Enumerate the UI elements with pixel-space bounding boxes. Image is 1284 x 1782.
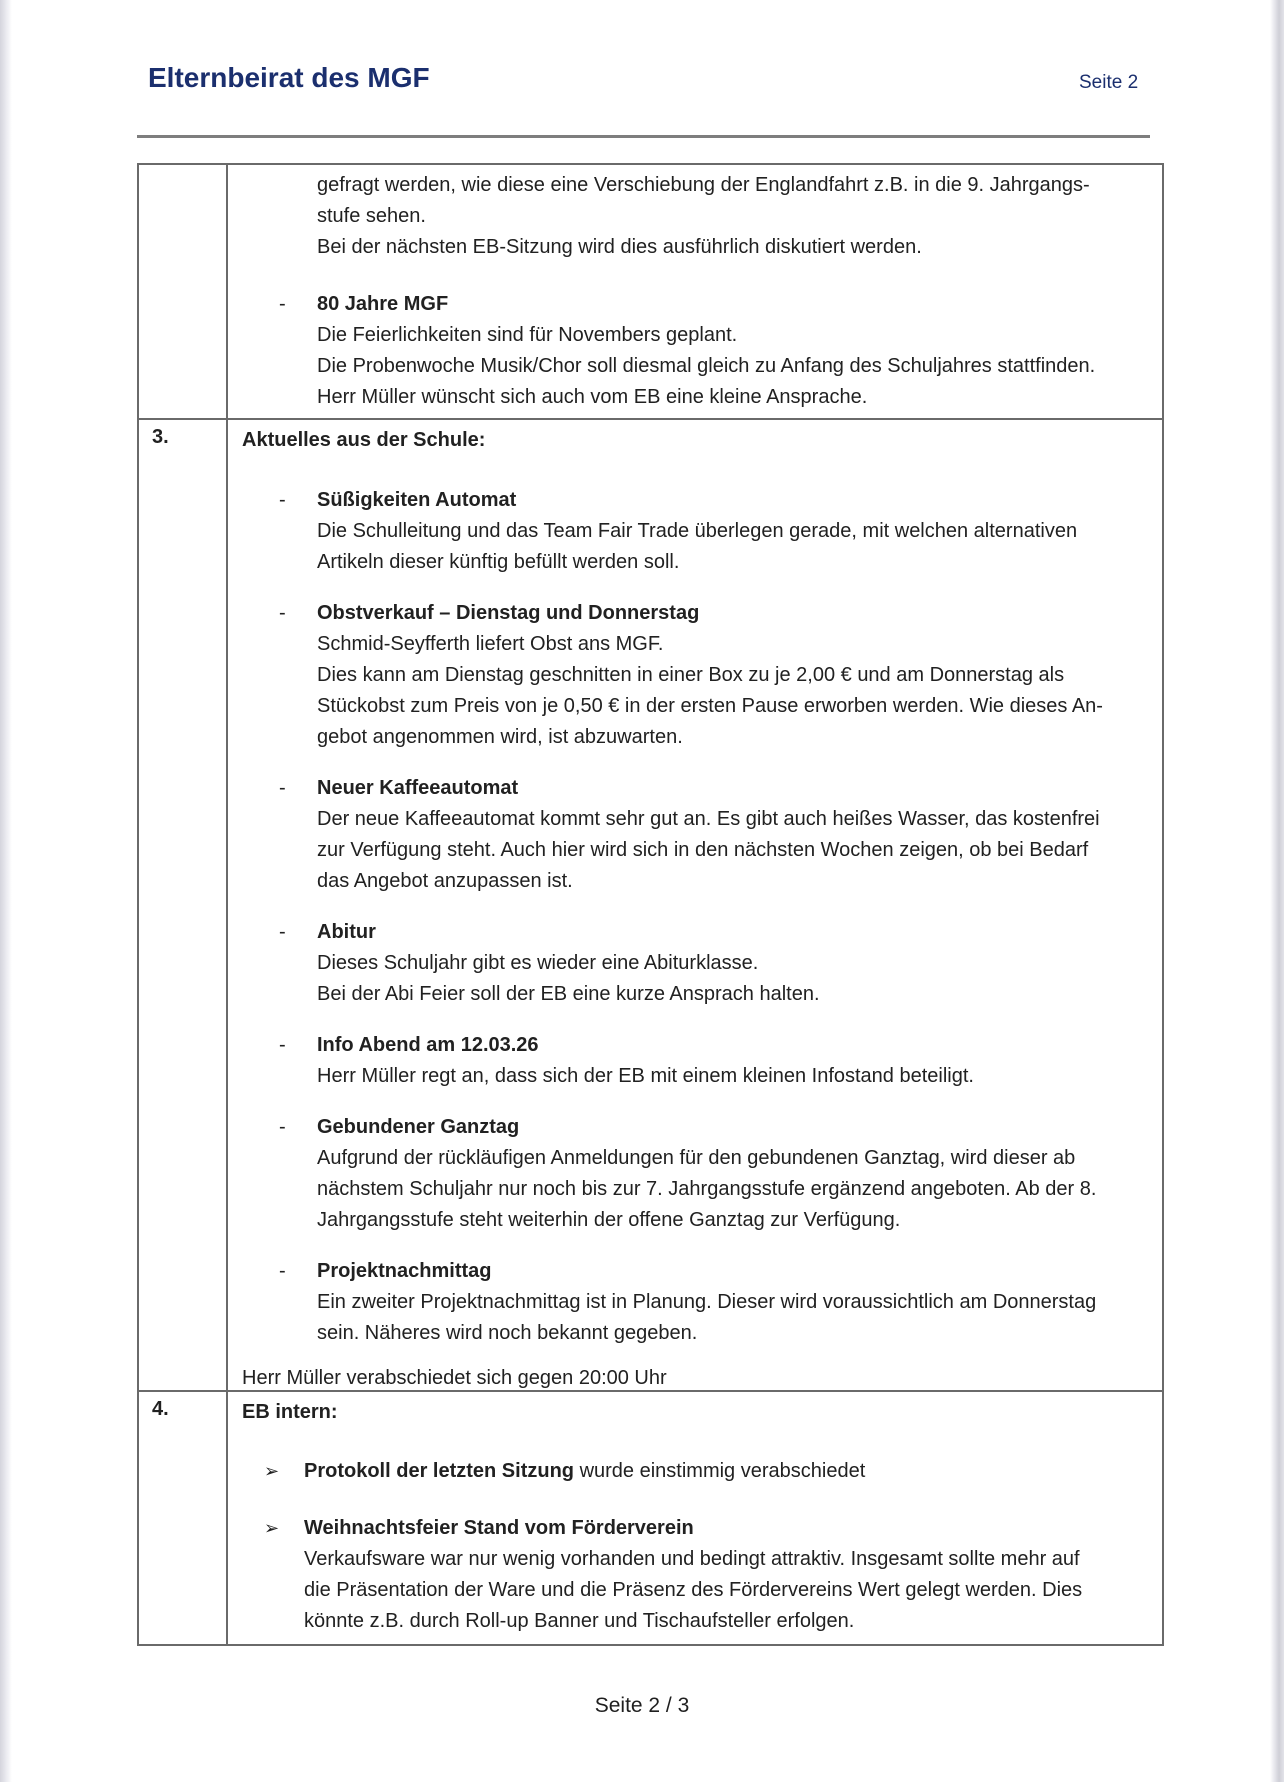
minutes-table	[137, 163, 1164, 1646]
header-divider	[137, 135, 1150, 138]
text-line: Bei der Abi Feier soll der EB eine kurze Ansprach halten.	[317, 983, 820, 1005]
text-line: könnte z.B. durch Roll-up Banner und Tischaufsteller erfolgen.	[304, 1610, 855, 1632]
section-heading: Aktuelles aus der Schule:	[242, 429, 486, 451]
dash-bullet-icon: -	[279, 777, 286, 799]
text-line: Bei der nächsten EB-Sitzung wird dies ausführlich diskutiert werden.	[317, 236, 922, 258]
item-title: 80 Jahre MGF	[317, 293, 449, 315]
list-item	[228, 1513, 1144, 1637]
list-item	[228, 773, 1144, 897]
text-line: Schmid-Seyfferth liefert Obst ans MGF.	[317, 633, 664, 655]
continuation-paragraph	[228, 170, 1144, 263]
item-title-bold: Protokoll der letzten Sitzung	[304, 1460, 575, 1482]
table-row-continuation	[139, 165, 1162, 418]
section-content-cell	[228, 1392, 1162, 1644]
text-line: Ein zweiter Projektnachmittag ist in Planung. Dieser wird voraussichtlich am Donnerstag	[317, 1291, 1097, 1313]
section-number-cell: 3.	[139, 420, 228, 1390]
section-number-cell: 4.	[139, 1392, 228, 1644]
text-line: Herr Müller regt an, dass sich der EB mit einem kleinen Infostand beteiligt.	[317, 1065, 974, 1087]
list-item	[228, 598, 1144, 753]
item-title: Süßigkeiten Automat	[317, 489, 517, 511]
text-line: Jahrgangsstufe steht weiterhin der offene Ganztag zur Verfügung.	[317, 1209, 901, 1231]
item-title	[304, 1456, 1144, 1487]
text-line: gebot angenommen wird, ist abzuwarten.	[317, 726, 683, 748]
text-line: Stückobst zum Preis von je 0,50 € in der ersten Pause erworben werden. Wie dieses An-	[317, 695, 1103, 717]
header-page-number: Seite 2	[1079, 72, 1139, 93]
text-line: Dieses Schuljahr gibt es wieder eine Abiturklasse.	[317, 952, 759, 974]
list-item	[228, 289, 1144, 413]
text-line: Herr Müller wünscht sich auch vom EB eine kleine Ansprache.	[317, 386, 868, 408]
text-line: Verkaufsware war nur wenig vorhanden und bedingt attraktiv. Insgesamt sollte mehr auf	[304, 1548, 1080, 1570]
table-row-section-4	[139, 1390, 1162, 1644]
list-item	[228, 1456, 1144, 1487]
list-item	[228, 917, 1144, 1010]
text-line: stufe sehen.	[317, 205, 426, 227]
section-heading: EB intern:	[242, 1401, 338, 1423]
item-title: Projektnachmittag	[317, 1260, 492, 1282]
text-line: Aufgrund der rückläufigen Anmeldungen für den gebundenen Ganztag, wird dieser ab	[317, 1147, 1076, 1169]
section-content-cell	[228, 165, 1162, 418]
section-closing-note: Herr Müller verabschiedet sich gegen 20:00 Uhr	[242, 1367, 667, 1389]
item-title: Info Abend am 12.03.26	[317, 1034, 539, 1056]
text-line: gefragt werden, wie diese eine Verschiebung der Englandfahrt z.B. in die 9. Jahrgangs-	[317, 174, 1090, 196]
dash-bullet-icon: -	[279, 1260, 286, 1282]
document-title: Elternbeirat des MGF	[148, 62, 430, 93]
dash-bullet-icon: -	[279, 1034, 286, 1056]
dash-bullet-icon: -	[279, 1116, 286, 1138]
item-title: Abitur	[317, 921, 376, 943]
arrow-bullet-icon: ➢	[264, 1461, 280, 1481]
text-line: sein. Näheres wird noch bekannt gegeben.	[317, 1322, 698, 1344]
list-item	[228, 1256, 1144, 1349]
arrow-bullet-icon: ➢	[264, 1518, 280, 1538]
text-line: Die Feierlichkeiten sind für Novembers geplant.	[317, 324, 738, 346]
section-content-cell	[228, 420, 1162, 1390]
item-title-suffix: wurde einstimmig verabschiedet	[574, 1460, 866, 1482]
text-line: Dies kann am Dienstag geschnitten in einer Box zu je 2,00 € und am Donnerstag als	[317, 664, 1065, 686]
list-item	[228, 485, 1144, 578]
footer-page-number: Seite 2 / 3	[594, 1694, 690, 1717]
list-item	[228, 1112, 1144, 1236]
text-line: das Angebot anzupassen ist.	[317, 870, 573, 892]
dash-bullet-icon: -	[279, 921, 286, 943]
text-line: Der neue Kaffeeautomat kommt sehr gut an. Es gibt auch heißes Wasser, das kostenfrei	[317, 808, 1100, 830]
item-title: Gebundener Ganztag	[317, 1116, 520, 1138]
text-line: die Präsentation der Ware und die Präsenz des Fördervereins Wert gelegt werden. Dies	[304, 1579, 1083, 1601]
table-row-section-3	[139, 418, 1162, 1390]
item-title: Obstverkauf – Dienstag und Donnerstag	[317, 602, 700, 624]
text-line: Die Schulleitung und das Team Fair Trade überlegen gerade, mit welchen alternativen	[317, 520, 1078, 542]
item-title: Weihnachtsfeier Stand vom Förderverein	[304, 1517, 694, 1539]
dash-bullet-icon: -	[279, 602, 286, 624]
dash-bullet-icon: -	[279, 293, 286, 315]
text-line: Die Probenwoche Musik/Chor soll diesmal gleich zu Anfang des Schuljahres stattfinden.	[317, 355, 1096, 377]
page-edge-left	[0, 0, 12, 1782]
section-number-cell	[139, 165, 228, 418]
page-edge-right	[1270, 0, 1284, 1782]
text-line: nächstem Schuljahr nur noch bis zur 7. Jahrgangsstufe ergänzend angeboten. Ab der 8.	[317, 1178, 1097, 1200]
text-line: Artikeln dieser künftig befüllt werden soll.	[317, 551, 680, 573]
item-title: Neuer Kaffeeautomat	[317, 777, 519, 799]
text-line: zur Verfügung steht. Auch hier wird sich in den nächsten Wochen zeigen, ob bei Bedarf	[317, 839, 1089, 861]
list-item	[228, 1030, 1144, 1092]
dash-bullet-icon: -	[279, 489, 286, 511]
